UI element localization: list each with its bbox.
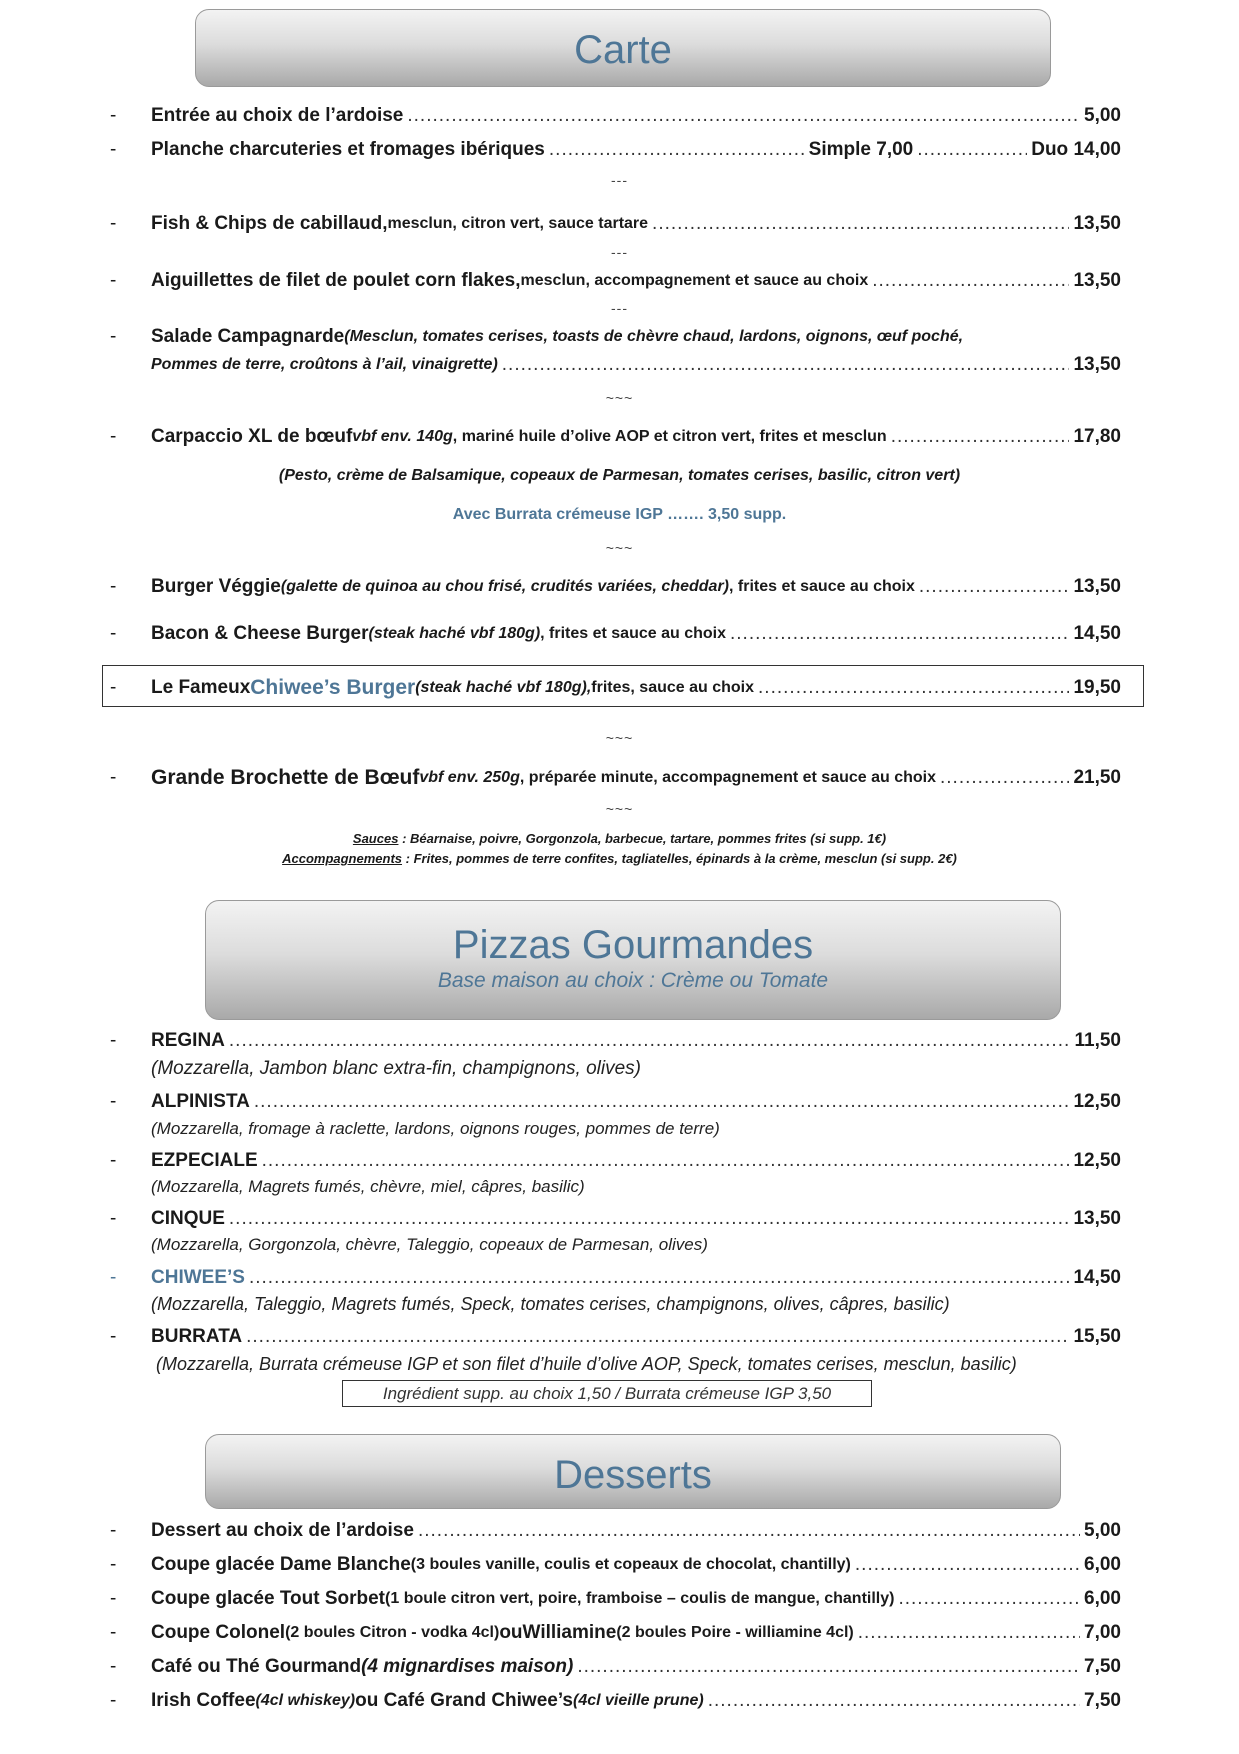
supplement-text: Ingrédient supp. au choix 1,50 / Burrata crémeuse IGP 3,50	[382, 1384, 832, 1403]
menu-item-salade-line2: Pommes de terre, croûtons à l’ail, vinaigrette) ..... 13,50	[0, 350, 1239, 380]
carte-title: Carte	[574, 28, 672, 72]
supplement-box	[342, 1380, 872, 1407]
pizza-desc: (Mozzarella, Taleggio, Magrets fumés, Speck, tomates cerises, champignons, olives, câpres, basilic)	[151, 1294, 950, 1314]
pizza-item-chiwees: - CHIWEE’S ..... 14,50	[0, 1263, 1239, 1293]
menu-item-chiwee-burger: - Le Fameux Chiwee’s Burger (steak haché vbf 180g), frites, sauce au choix ..... 19,50	[0, 673, 1239, 703]
pizzas-banner	[205, 900, 1061, 1020]
menu-item-carpaccio: - Carpaccio XL de bœuf vbf env. 140g , mariné huile d’olive AOP et citron vert, frites et mesclun ..... 17,80	[0, 422, 1239, 452]
sauces-note: Sauces : Béarnaise, poivre, Gorgonzola, barbecue, tartare, pommes frites (si supp. 1€)	[352, 831, 887, 846]
pizza-item: - ALPINISTA ..... 12,50	[0, 1087, 1239, 1117]
dessert-item-cafe-gourmand: - Café ou Thé Gourmand (4 mignardises maison) ..... 7,50	[0, 1652, 1239, 1682]
dessert-item-dame-blanche: - Coupe glacée Dame Blanche (3 boules vanille, coulis et copeaux de chocolat, chantilly) ..... 6,00	[0, 1550, 1239, 1580]
pizza-item: - BURRATA ..... 15,50	[0, 1322, 1239, 1352]
pizzas-title: Pizzas Gourmandes	[452, 923, 814, 967]
pizza-desc: (Mozzarella, Gorgonzola, chèvre, Taleggio, copeaux de Parmesan, olives)	[151, 1235, 708, 1254]
separator: ---	[611, 172, 628, 188]
desserts-banner	[205, 1434, 1061, 1509]
menu-item-fish-chips: - Fish & Chips de cabillaud, mesclun, citron vert, sauce tartare ..... 13,50	[0, 209, 1239, 239]
menu-item-salade: - Salade Campagnarde (Mesclun, tomates cerises, toasts de chèvre chaud, lardons, oignons, œuf poché,	[110, 326, 964, 347]
separator: ~~~	[605, 540, 634, 556]
menu-item-entree: - Entrée au choix de l’ardoise ..... 5,00	[0, 101, 1239, 131]
separator: ~~~	[605, 390, 634, 406]
dessert-item-colonel: - Coupe Colonel (2 boules Citron - vodka 4cl) ou Williamine (2 boules Poire - williamine 4cl) ..... 7,00	[0, 1618, 1239, 1648]
pizza-item: - EZPECIALE ..... 12,50	[0, 1146, 1239, 1176]
separator: ---	[611, 244, 628, 260]
pizza-item: - REGINA ..... 11,50	[0, 1026, 1239, 1056]
pizzas-subtitle: Base maison au choix : Crème ou Tomate	[437, 969, 829, 992]
pizza-desc: (Mozzarella, Burrata crémeuse IGP et son filet d’huile d’olive AOP, Speck, tomates cerises, mesclun, basilic)	[156, 1354, 1017, 1374]
menu-item-burger-veggie: - Burger Véggie (galette de quinoa au chou frisé, crudités variées, cheddar) , frites et sauce au choix ..... 13,50	[0, 572, 1239, 602]
menu-item-aiguillettes: - Aiguillettes de filet de poulet corn flakes, mesclun, accompagnement et sauce au choix ..... 13,50	[0, 266, 1239, 296]
pizza-desc: (Mozzarella, fromage à raclette, lardons, oignons rouges, pommes de terre)	[151, 1119, 720, 1138]
menu-item-bacon-burger: - Bacon & Cheese Burger (steak haché vbf 180g) , frites et sauce au choix ..... 14,50	[0, 619, 1239, 649]
separator: ---	[611, 300, 628, 316]
dessert-item-irish-coffee: - Irish Coffee (4cl whiskey) ou Café Grand Chiwee’s (4cl vieille prune) ..... 7,50	[0, 1686, 1239, 1716]
carpaccio-burrata-option: Avec Burrata crémeuse IGP ……. 3,50 supp.	[452, 506, 787, 523]
pizza-item: - CINQUE ..... 13,50	[0, 1204, 1239, 1234]
dessert-item-tout-sorbet: - Coupe glacée Tout Sorbet (1 boule citron vert, poire, framboise – coulis de mangue, chantilly) ..... 6,00	[0, 1584, 1239, 1614]
menu-item-planche: - Planche charcuteries et fromages ibériques ..... Simple 7,00 ..... Duo 14,00	[0, 135, 1239, 165]
dessert-item-ardoise: - Dessert au choix de l’ardoise ..... 5,00	[0, 1516, 1239, 1546]
separator: ~~~	[605, 801, 634, 817]
accompagnements-note: Accompagnements : Frites, pommes de terre confites, tagliatelles, épinards à la crème, mesclun (si supp. 2€)	[282, 851, 957, 866]
carpaccio-note: (Pesto, crème de Balsamique, copeaux de Parmesan, tomates cerises, basilic, citron vert)	[278, 467, 961, 484]
desserts-title: Desserts	[554, 1453, 712, 1497]
pizza-desc: (Mozzarella, Magrets fumés, chèvre, miel, câpres, basilic)	[151, 1177, 585, 1196]
menu-item-brochette: - Grande Brochette de Bœuf vbf env. 250g , préparée minute, accompagnement et sauce au choix ..... 21,50	[0, 763, 1239, 793]
carte-banner	[195, 9, 1051, 87]
separator: ~~~	[605, 730, 634, 746]
pizza-desc: (Mozzarella, Jambon blanc extra-fin, champignons, olives)	[151, 1058, 641, 1079]
